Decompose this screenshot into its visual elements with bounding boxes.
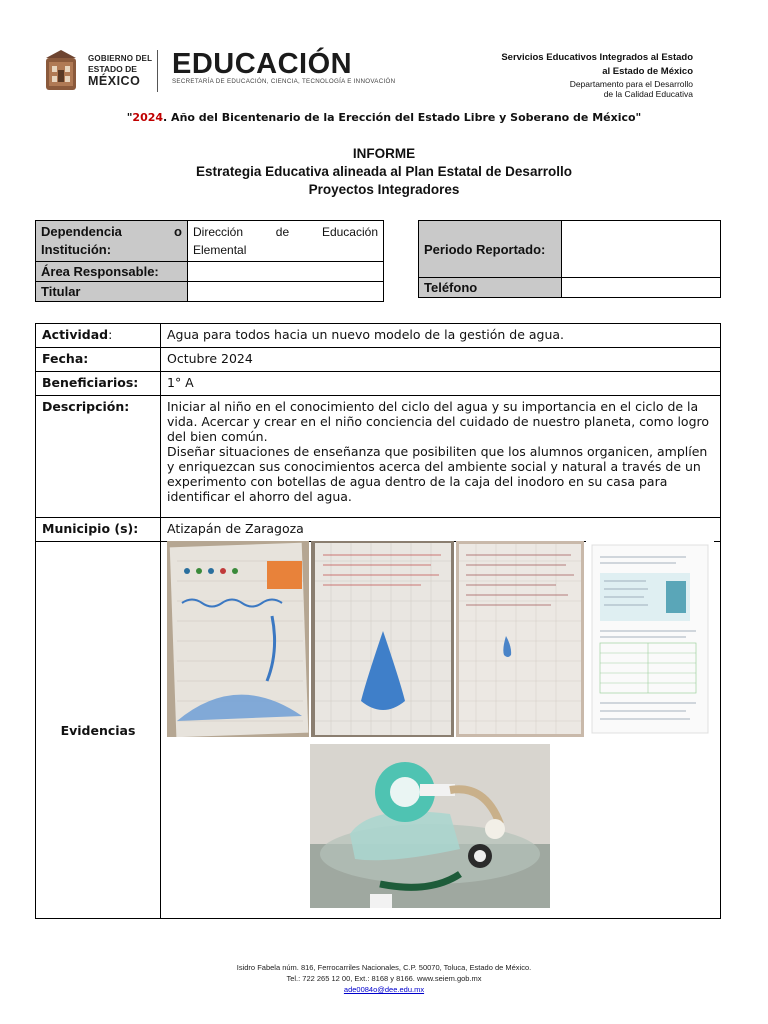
header-divider [157, 50, 158, 92]
dependencia-label-b: Institución: [41, 242, 112, 257]
evidence-photo-3 [456, 541, 584, 737]
titular-label: Titular [36, 282, 188, 302]
dependencia-value-a: Dirección de Educación [193, 225, 378, 239]
gobierno-logo-text [88, 55, 152, 87]
telefono-label: Teléfono [419, 278, 562, 298]
seiem-header [501, 51, 693, 99]
title-estrategia: Estrategia Educativa alineada al Plan Estatal de Desarrollo [196, 164, 572, 179]
actividad-label [36, 324, 161, 348]
title-informe: INFORME [352, 146, 416, 161]
municipio-value: Atizapán de Zaragoza [161, 518, 721, 542]
info-table [35, 220, 384, 302]
periodo-label: Periodo Reportado: [419, 221, 562, 278]
seiem-line2: al Estado de México [602, 66, 693, 77]
actividad-value: Agua para todos hacia un nuevo modelo de la gestión de agua. [161, 324, 721, 348]
gob-line1: GOBIERNO DEL [88, 54, 153, 63]
year-text: . Año del Bicentenario de la Erección del Estado Libre y Soberano de México" [163, 111, 642, 124]
gob-line3: MÉXICO [88, 73, 141, 88]
titular-value [188, 282, 384, 302]
area-label: Área Responsable: [36, 262, 188, 282]
actividad-colon: : [108, 327, 113, 342]
actividad-label-text: Actividad [42, 327, 109, 342]
year-motto [0, 111, 768, 124]
municipio-label: Municipio (s): [36, 518, 161, 542]
gob-line2: ESTADO DE [88, 64, 137, 74]
secretaria-subtitle: SECRETARÍA DE EDUCACIÓN, CIENCIA, TECNOLOGÍA E INNOVACIÓN [172, 78, 396, 85]
evidencias-label: Evidencias [36, 542, 161, 919]
dependencia-value-b: Elemental [193, 243, 247, 257]
fecha-value: Octubre 2024 [161, 348, 721, 372]
footer-email-link[interactable]: ade0084o@dee.edu.mx [343, 985, 425, 994]
year-number: 2024 [132, 111, 164, 124]
dept-line2: de la Calidad Educativa [603, 89, 693, 99]
dependencia-value [188, 221, 384, 262]
dependencia-label-o: o [174, 224, 182, 239]
beneficiarios-label: Beneficiarios: [36, 372, 161, 396]
document-titles [0, 145, 768, 199]
descripcion-value [161, 396, 721, 518]
period-table [418, 220, 721, 298]
area-value [188, 262, 384, 282]
evidence-photo-1 [167, 541, 309, 737]
dependencia-label-a: Dependencia [41, 224, 122, 239]
dept-line1: Departamento para el Desarrollo [569, 79, 693, 89]
dependencia-label [36, 221, 188, 262]
telefono-value [562, 278, 721, 298]
beneficiarios-value: 1° A [161, 372, 721, 396]
evidence-photo-toilet-tank [310, 744, 550, 908]
fecha-label: Fecha: [36, 348, 161, 372]
evidence-photo-2 [311, 541, 454, 737]
descripcion-label: Descripción: [36, 396, 161, 518]
descripcion-p1: Iniciar al niño en el conocimiento del ciclo del agua y su importancia en el ciclo de la vida. Acercar y crear en el niño conciencia del cuidado de nuestro planeta, como logro del bien común. [167, 399, 710, 444]
page-footer [0, 962, 768, 995]
evidence-photo-4 [586, 541, 714, 737]
descripcion-p2: Diseñar situaciones de enseñanza que posibiliten que los alumnos organicen, amplíen y enriquezcan sus conocimientos acerca del ambiente social y natural a través de un experimento con botellas de agua dentro de la caja del inodoro en su casa para identificar el ahorro del agua. [167, 444, 708, 504]
educacion-title: EDUCACIÓN [172, 48, 353, 80]
footer-phone: Tel.: 722 265 12 00, Ext.: 8168 y 8166. www.seiem.gob.mx [286, 974, 482, 983]
year-open-quote: " [126, 111, 133, 124]
seiem-line1: Servicios Educativos Integrados al Estado [501, 52, 693, 63]
periodo-value [562, 221, 721, 278]
title-proyectos: Proyectos Integradores [308, 182, 460, 197]
footer-address: Isidro Fabela núm. 816, Ferrocarriles Nacionales, C.P. 50070, Toluca, Estado de México. [236, 963, 532, 972]
state-crest-icon [40, 48, 82, 94]
